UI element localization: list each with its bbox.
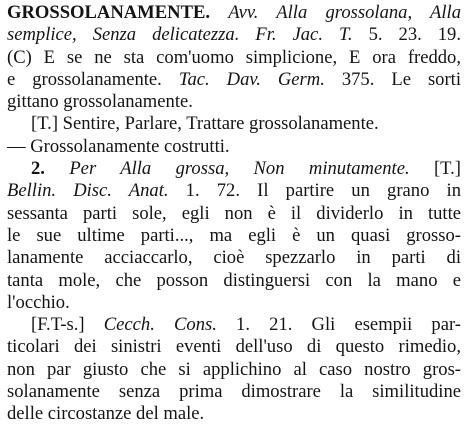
text-run: ticolari dei sinistri eventi dell'uso di questo rimedio,	[7, 336, 461, 358]
italic-text: Tac. Dav. Germ.	[178, 68, 325, 90]
text-run: 375. Le sorti	[324, 68, 462, 90]
text-line	[7, 180, 461, 202]
italic-text: Per Alla grossa, Non minutamente.	[69, 158, 410, 180]
text-line	[7, 24, 461, 46]
text-line	[7, 247, 461, 269]
text-run: [T.]	[409, 158, 461, 180]
italic-text: semplice, Senza delicatezza. Fr. Jac. T.	[7, 24, 353, 46]
text-run: — Grossolanamente costrutti.	[7, 135, 230, 157]
text-run: [F.T-s.]	[31, 314, 104, 336]
text-line	[7, 336, 461, 358]
text-run: solanamente senza prima dimostrare la similitudine	[7, 381, 461, 403]
italic-text: Bellin. Disc. Anat.	[7, 180, 169, 202]
text-run: 1. 72. Il partire un grano in	[168, 180, 461, 202]
text-run: 1. 21. Gli esempii par-	[216, 314, 461, 336]
text-run: le sue ultime parti..., ma egli è un quasi grosso-	[7, 224, 461, 246]
bold-text: 2.	[31, 158, 70, 180]
text-run: [T.] Sentire, Parlare, Trattare grossolanamente.	[31, 113, 379, 135]
italic-text: Cecch. Cons.	[103, 314, 217, 336]
text-line	[7, 270, 461, 292]
text-run: gittano grossolanamente.	[7, 91, 193, 113]
bold-text: GROSSOLANAMENTE.	[7, 2, 211, 23]
text-line	[7, 381, 461, 403]
text-line	[7, 403, 461, 425]
text-run: lanamente acciaccarlo, cioè spezzarlo in parti di	[7, 247, 461, 269]
text-line	[7, 113, 461, 135]
text-run: non par giusto che si applichino al caso nostro gros-	[7, 358, 461, 380]
text-line	[7, 359, 461, 381]
text-run	[210, 2, 228, 23]
text-run: tanta mole, che posson distinguersi con la mano e	[7, 269, 461, 291]
text-line	[7, 292, 461, 314]
text-line	[7, 69, 461, 91]
italic-text: Avv. Alla grossolana, Alla	[228, 2, 461, 23]
text-run: delle circostanze del male.	[7, 403, 205, 425]
dictionary-entry	[7, 2, 461, 426]
text-run: e grossolanamente.	[7, 68, 179, 90]
text-line	[7, 203, 461, 225]
text-line	[7, 91, 461, 113]
text-run: sessanta parti sole, egli non è il dividerlo in tutte	[7, 202, 461, 224]
text-line	[7, 47, 461, 69]
text-line	[7, 136, 461, 158]
text-line	[7, 314, 461, 336]
text-line	[7, 225, 461, 247]
text-run: l'occhio.	[7, 291, 70, 313]
sense-2-line	[7, 158, 461, 180]
text-run: 5. 23. 19.	[352, 24, 461, 46]
entry-headword-line	[7, 2, 461, 24]
text-run: (C) E se ne sta com'uomo simplicione, E ora freddo,	[7, 46, 461, 68]
